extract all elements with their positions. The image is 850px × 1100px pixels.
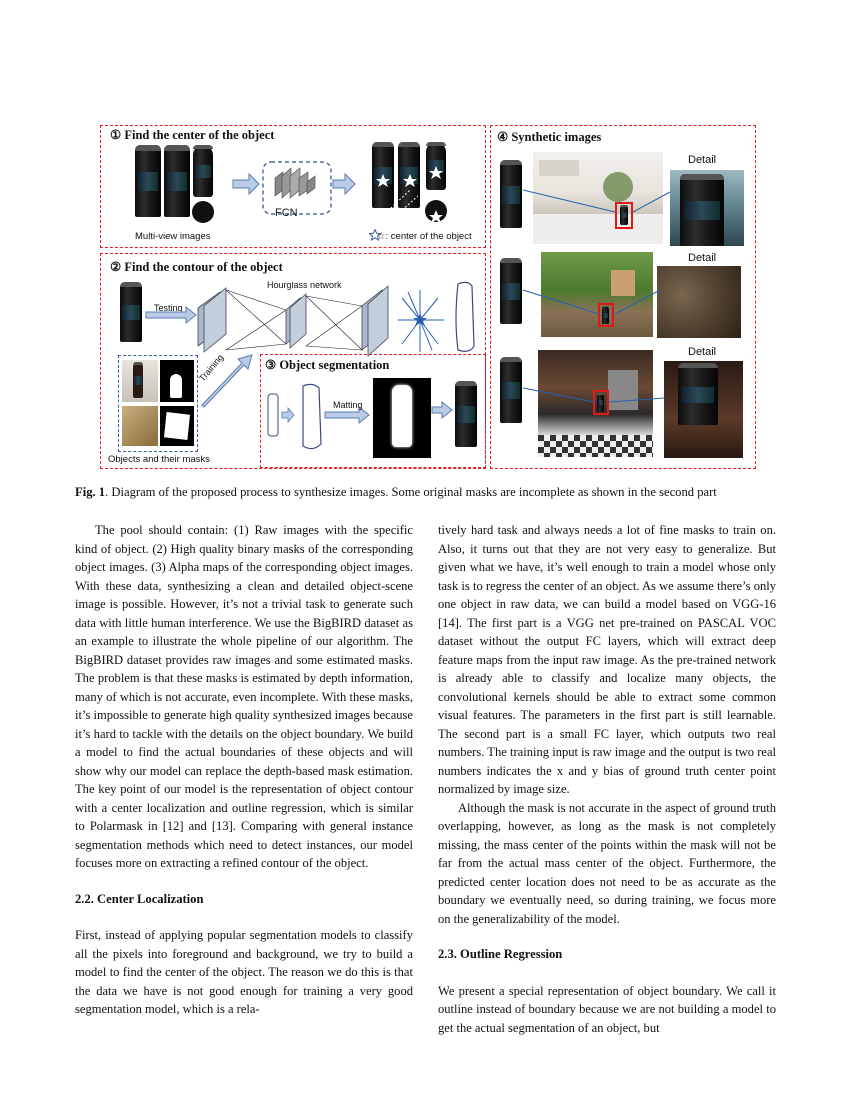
mask-shape	[170, 374, 182, 398]
label-testing: Testing	[154, 303, 183, 313]
connection-line	[306, 346, 362, 350]
paragraph: First, instead of applying popular segmentation models to classify all the pixels into foreground and background, we try to build a model to find the center of the object. The reason we do this is that the data we have is not good enough for training a very good segmentation model, which is a rela-	[75, 928, 413, 1016]
arrow-small	[282, 408, 294, 422]
left-column	[75, 521, 413, 1019]
label-matting: Matting	[333, 400, 363, 410]
detail-label: Detail	[688, 154, 717, 166]
center-markers	[370, 140, 450, 230]
panel2-title: ② Find the contour of the object	[110, 260, 283, 274]
label-objects-masks: Objects and their masks	[108, 454, 210, 465]
object-image	[135, 145, 161, 217]
arrow-to-fcn	[233, 174, 259, 194]
object-image	[164, 145, 190, 217]
detail-link-lines	[495, 150, 755, 470]
mask-shape	[164, 412, 190, 440]
network-layer	[204, 288, 226, 352]
detail-label: Detail	[688, 252, 717, 264]
arrow-from-fcn	[333, 174, 355, 194]
caption-label: Fig. 1	[75, 485, 106, 499]
segmented-object	[455, 381, 477, 447]
figure-caption	[75, 485, 775, 500]
paragraph: Although the mask is not accurate in the aspect of ground truth overlapping, however, as long as the mask is not completely missing, the mass center of the points within the mask will not be far from the actual mass center of the object. Furthermore, the predicted center location does not need to be as accurate as the boundary we eventually need, so during training, we focus more on the generalizability of the model.	[438, 800, 776, 926]
star-icon	[429, 210, 443, 223]
star-icon	[403, 174, 417, 187]
panel4-title: ④ Synthetic images	[497, 130, 602, 144]
detail-label: Detail	[688, 346, 717, 358]
connection-line	[226, 310, 286, 350]
connection-line	[226, 290, 286, 344]
input-shape	[268, 394, 278, 436]
object-image	[133, 362, 143, 398]
section-heading: 2.2. Center Localization	[75, 891, 204, 906]
connection-line	[306, 296, 362, 350]
section-heading: 2.3. Outline Regression	[438, 947, 563, 961]
connection-line	[226, 290, 286, 310]
outline-shape	[456, 282, 474, 351]
caption-text: . Diagram of the proposed process to synthesize images. Some original masks are incomplete as shown in the second part	[105, 485, 717, 499]
test-object-image	[120, 282, 142, 342]
object-image	[193, 145, 213, 197]
paragraph: The pool should contain: (1) Raw images with the specific kind of object. (2) High quality binary masks of the corresponding object images. (3) Alpha maps of the corresponding object images. With these data, synthesizing a clean and detailed object-scene image is possible. However, it’s not a trivial task to generate such data with little human interference. We use the BigBIRD dataset as an example to illustrate the whole pipeline of our algorithm. The BigBIRD dataset provides raw images and some estimated masks. The problem is that these masks is estimated by depth information, many of which is not accurate, even incomplete. With these masks, it’s impossible to generate high quality synthesized images because it’s hard to tackle with the details on the object boundary. We build a model to find the actual boundaries of these objects and will show why our model can replace the depth-based mask estimation. The key point of our model is the representation of object contour with a center localization and outline regression, which is similar to Polarmask in [12] and [13]. Comparing with general instance segmentation methods which need to detect instances, our model focuses more on extracting a refined contour of the object.	[75, 523, 413, 870]
label-center: ☆: center of the object	[377, 231, 472, 242]
paragraph: We present a special representation of object boundary. We call it outline instead of boundary because we are not building a model to get the actual segmentation of an object, but	[438, 983, 776, 1035]
label-multiview: Multi-view images	[135, 231, 211, 242]
network-layer	[290, 294, 306, 348]
panel3-title: ③ Object segmentation	[265, 358, 390, 372]
fcn-layer	[299, 172, 308, 196]
fcn-layer	[282, 168, 291, 198]
right-column	[438, 521, 776, 1037]
alpha-matte-object	[392, 385, 412, 447]
star-icon	[376, 174, 390, 187]
panel1-arrows	[225, 150, 375, 230]
arrow-to-result	[430, 400, 454, 420]
panel1-title: ① Find the center of the object	[110, 128, 275, 142]
connection-line	[306, 306, 362, 346]
label-hourglass: Hourglass network	[267, 280, 342, 290]
network-layer	[368, 286, 388, 356]
dashed-line	[384, 196, 418, 226]
outline-shape	[303, 384, 321, 448]
fcn-layer	[290, 168, 300, 198]
connection-line	[226, 344, 286, 350]
object-bottom-image	[192, 201, 214, 223]
arrow-testing	[146, 307, 196, 323]
dashed-line	[376, 190, 410, 222]
star-icon	[429, 166, 443, 179]
label-fcn: FCN	[275, 207, 298, 219]
paragraph: tively hard task and always needs a lot of fine masks to train on. Also, it turns out that they are not very easy to generalize. But given what we have, it’s well enough to train a model whose only task is to regress the center of an object. As we assume there’s only one object in raw data, we can build a model based on VGG-16 [14]. The first part is a VGG net pre-trained on PASCAL VOC dataset without the output FC layers, which will extract deep feature maps from the input raw image. As the pre-trained network is already able to classify and localize many objects, the convolutional kernels should be able to extract some common visual features. The parameters in the first part is still learnable. The second part is a small FC layer, which outputs two real numbers. The training input is raw image and the output is two real numbers indicates the x and y bias of ground truth center point normalized by image size.	[438, 523, 776, 796]
label-training: Training	[197, 352, 226, 384]
object-photo	[122, 406, 158, 446]
